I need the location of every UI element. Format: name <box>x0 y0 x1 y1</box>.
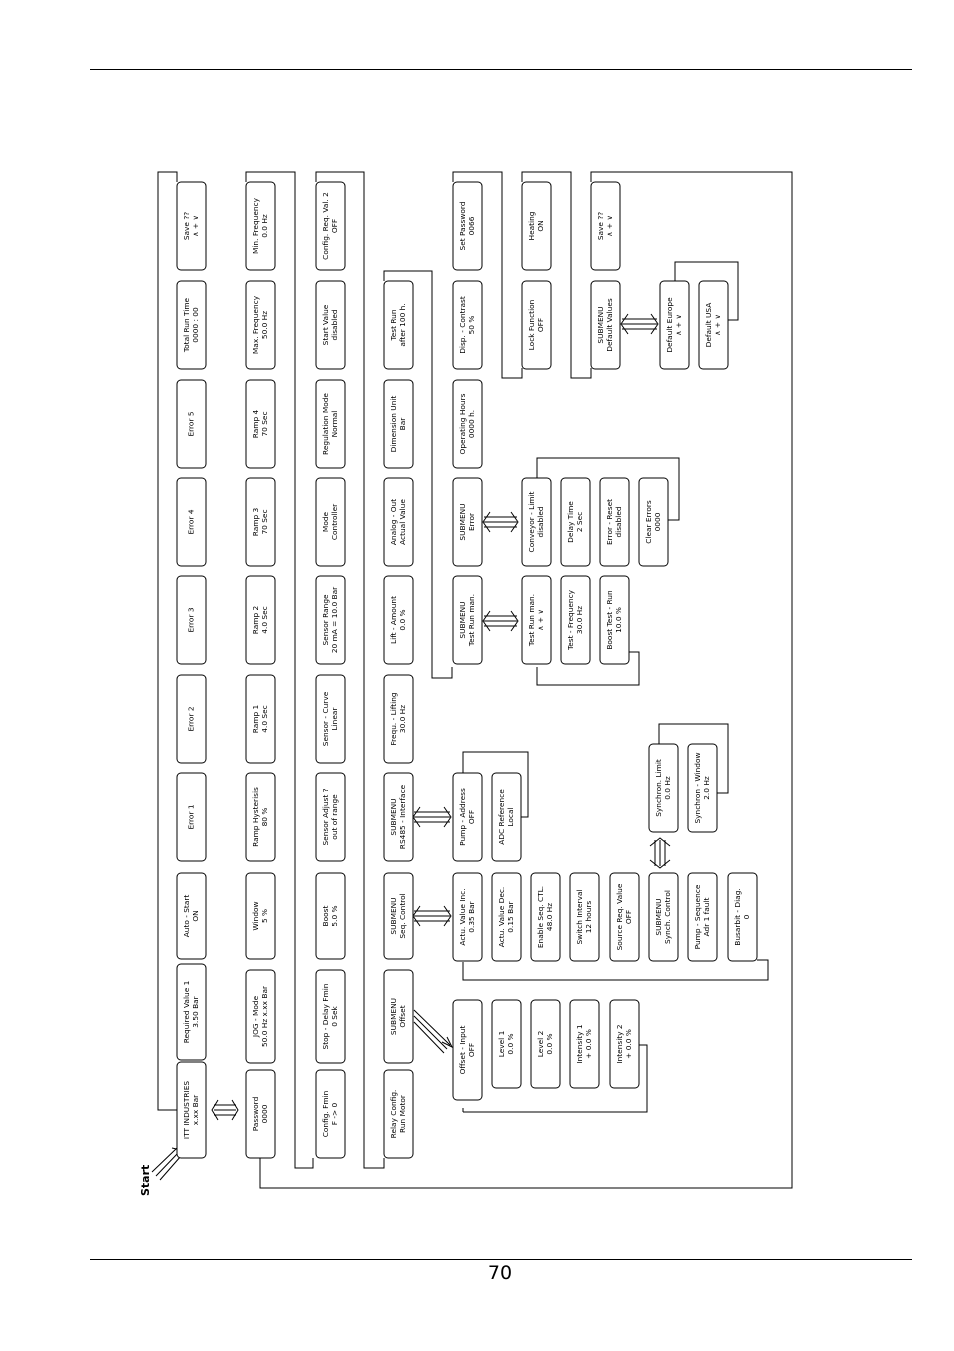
menu-box-text: SUBMENU <box>389 798 398 836</box>
menu-box-text: 70 Sec <box>260 509 269 535</box>
menu-box-text: Seq. Control <box>398 893 407 939</box>
menu-box-text: Controller <box>330 503 339 541</box>
menu-box-text: Local <box>506 807 515 827</box>
menu-box-text: Start Value <box>321 304 330 346</box>
menu-box-text: Window <box>251 901 260 931</box>
menu-box-text: ∧ + ∨ <box>191 215 200 237</box>
menu-box-text: Ramp 1 <box>251 704 260 734</box>
menu-box-submoffset <box>384 970 413 1063</box>
menu-box-submseq <box>384 873 413 959</box>
menu-box-text: 4.0 Sec <box>260 705 269 733</box>
menu-box-text: 0066 <box>467 216 476 236</box>
menu-box-text: Pump - Address <box>458 788 467 846</box>
menu-box-text: Save ?? <box>182 211 191 241</box>
menu-box-text: Boost Test - Run <box>605 590 614 650</box>
menu-box-reqval <box>177 964 206 1060</box>
menu-box-stopdelay <box>316 970 345 1063</box>
menu-box-level2 <box>531 1000 560 1088</box>
menu-box-text: OFF <box>536 317 545 333</box>
menu-box-intensity1 <box>570 1000 599 1088</box>
menu-box-text: Linear <box>330 707 339 731</box>
menu-box-text: Stop - Delay Fmin <box>321 983 330 1050</box>
menu-box-text: Config. Req. Val. 2 <box>321 192 330 260</box>
menu-box-text: ∧ + ∨ <box>536 609 545 631</box>
menu-box-text: Intensity 1 <box>575 1024 584 1064</box>
menu-box-text: Test Run <box>389 309 398 341</box>
menu-box-adcref <box>492 773 521 861</box>
menu-box-text: 0000 h. <box>467 409 476 439</box>
menu-box-conveyor <box>522 478 551 566</box>
menu-box-password <box>246 1070 275 1158</box>
menu-box-text: Ramp 2 <box>251 605 260 635</box>
menu-box-text: Error <box>467 512 476 532</box>
menu-box-save1 <box>177 182 206 270</box>
menu-box-err1 <box>177 773 206 861</box>
menu-box-text: + 0.0 % <box>584 1029 593 1059</box>
menu-box-text: 70 Sec <box>260 411 269 437</box>
menu-box-text: ON <box>536 220 545 232</box>
menu-box-lockfunc <box>522 281 551 369</box>
menu-box-submerror <box>453 478 482 566</box>
menu-box-text: Error 2 <box>186 706 196 732</box>
menu-box-dimunit <box>384 380 413 468</box>
menu-box-synchlimit <box>649 744 678 832</box>
menu-box-errreset <box>600 478 629 566</box>
menu-box-text: Sensor - Curve <box>321 691 330 747</box>
menu-box-testrun <box>384 281 413 369</box>
menu-box-text: x.xx Bar <box>191 1094 200 1126</box>
menu-box-submtestrun <box>453 576 482 664</box>
menu-box-totalrun <box>177 281 206 369</box>
menu-box-text: Actu. Value Dec. <box>497 886 506 948</box>
menu-box-text: 30.0 Hz <box>398 704 407 734</box>
menu-box-text: 5 % <box>260 908 269 924</box>
menu-box-text: Normal <box>330 410 339 438</box>
menu-box-clearerrors <box>639 478 668 566</box>
menu-box-text: Relay Config. <box>389 1089 398 1139</box>
menu-box-text: Save ?? <box>596 211 605 241</box>
menu-box-intensity2 <box>610 1000 639 1088</box>
menu-box-text: 50.0 Hz <box>260 310 269 340</box>
menu-box-text: Regulation Mode <box>321 393 330 455</box>
menu-box-text: out of range <box>330 794 339 840</box>
menu-box-configfmin <box>316 1070 345 1158</box>
menu-box-text: Enable Seq. CTL. <box>536 885 545 949</box>
menu-box-setpassword <box>453 182 482 270</box>
menu-box-ramphyst <box>246 773 275 861</box>
menu-box-text: 0.0 Hz <box>663 776 672 800</box>
menu-box-text: Run Motor <box>398 1095 407 1133</box>
menu-box-jog <box>246 970 275 1063</box>
menu-box-text: Operating Hours <box>458 393 467 455</box>
menu-box-text: Dimension Unit <box>389 395 398 453</box>
menu-box-text: Password <box>251 1096 260 1132</box>
menu-box-text: Offset - Input <box>458 1025 467 1075</box>
menu-box-text: 0.0 % <box>398 609 407 631</box>
menu-box-autostart <box>177 873 206 959</box>
menu-box-synchwindow <box>688 744 717 832</box>
menu-box-save2 <box>591 182 620 270</box>
menu-box-text: Set Password <box>458 201 467 251</box>
menu-box-text: SUBMENU <box>458 601 467 639</box>
menu-box-text: Clear Errors <box>644 500 653 544</box>
menu-box-text: 0 <box>742 914 751 920</box>
menu-box-text: Bar <box>398 417 407 431</box>
menu-box-pumpseqfault <box>688 873 717 961</box>
menu-box-text: 12 hours <box>584 900 593 934</box>
menu-box-text: Lift - Amount <box>389 596 398 644</box>
menu-box-text: Heating <box>527 211 536 241</box>
menu-box-text: after 100 h. <box>398 303 407 347</box>
menu-box-ramp2 <box>246 576 275 664</box>
menu-box-text: 0.15 Bar <box>506 901 515 933</box>
menu-box-analogout <box>384 478 413 566</box>
menu-box-text: 0000 <box>653 512 662 532</box>
menu-box-text: 2 Sec <box>575 511 584 533</box>
menu-box-text: Busarbit - Diag. <box>733 888 742 946</box>
menu-box-text: 0.35 Bar <box>467 901 476 933</box>
menu-box-text: Sensor Adjust ? <box>321 788 330 846</box>
menu-box-text: 80 % <box>260 807 269 827</box>
menu-box-text: 30.0 Hz <box>575 605 584 635</box>
menu-box-text: 10.0 % <box>614 607 623 633</box>
menu-box-text: Error 1 <box>186 804 196 830</box>
menu-box-text: Boost <box>321 905 330 927</box>
menu-box-level1 <box>492 1000 521 1088</box>
menu-box-enableseq <box>531 873 560 961</box>
menu-box-text: ITT INDUSTRIES <box>182 1080 191 1140</box>
menu-box-mode <box>316 478 345 566</box>
menu-box-text: Min. Frequency <box>251 198 260 254</box>
menu-box-testrunman <box>522 576 551 664</box>
menu-box-submsynch <box>649 873 678 961</box>
menu-box-text: 0 Sek <box>330 1006 339 1027</box>
menu-box-dispcontrast <box>453 281 482 369</box>
menu-box-text: Ramp Hysterisis <box>251 787 260 847</box>
menu-box-itt <box>177 1062 206 1158</box>
menu-box-submrs485 <box>384 773 413 861</box>
menu-box-text: RS485 - Interface <box>398 784 407 850</box>
menu-box-text: 3.50 Bar <box>191 996 200 1028</box>
menu-box-text: 48.0 Hz <box>545 902 554 932</box>
menu-box-window <box>246 873 275 959</box>
menu-box-startval <box>316 281 345 369</box>
menu-box-text: 0.0 % <box>545 1033 554 1055</box>
menu-box-text: + 0.0 % <box>624 1029 633 1059</box>
menu-box-text: OFF <box>330 218 339 234</box>
menu-box-testfreq <box>561 576 590 664</box>
menu-box-text: ∧ + ∨ <box>605 215 614 237</box>
menu-box-text: 4.0 Sec <box>260 606 269 634</box>
menu-box-text: Error - Reset <box>605 498 614 546</box>
menu-box-err2 <box>177 675 206 763</box>
menu-box-text: 0000 : 00 <box>191 307 200 343</box>
menu-boxes <box>177 182 757 1158</box>
menu-box-switchint <box>570 873 599 961</box>
start-label: Start <box>139 1164 152 1196</box>
menu-box-text: Intensity 2 <box>615 1024 624 1064</box>
menu-box-text: Error 5 <box>186 411 196 437</box>
menu-box-text: Synch. Control <box>663 890 672 944</box>
menu-box-ramp4 <box>246 380 275 468</box>
menu-box-text: ∧ + ∨ <box>713 314 722 336</box>
menu-box-text: ADC Reference <box>497 789 506 845</box>
menu-box-sourcereq <box>610 873 639 961</box>
menu-box-maxfreq <box>246 281 275 369</box>
menu-box-err4 <box>177 478 206 566</box>
menu-box-text: Total Run Time <box>182 297 191 353</box>
menu-box-text: Analog - Out <box>389 498 398 546</box>
menu-box-text: Test Run man. <box>467 593 476 647</box>
menu-box-heating <box>522 182 551 270</box>
menu-box-text: SUBMENU <box>654 898 663 936</box>
page-number: 70 <box>487 1262 513 1284</box>
footer-rule <box>90 1259 912 1260</box>
menu-box-text: Ramp 3 <box>251 507 260 537</box>
menu-box-text: Actu. Value Inc. <box>458 888 467 946</box>
menu-box-err3 <box>177 576 206 664</box>
menu-box-text: Synchron. Limit <box>654 759 663 817</box>
menu-box-boost <box>316 873 345 959</box>
menu-box-text: SUBMENU <box>389 897 398 935</box>
menu-box-text: Conveyor - Limit <box>527 491 536 553</box>
menu-box-text: disabled <box>536 506 545 538</box>
menu-box-pumpaddr <box>453 773 482 861</box>
menu-box-text: 2.0 Hz <box>702 776 711 800</box>
menu-box-text: Default Values <box>605 298 614 352</box>
menu-box-submdefault <box>591 281 620 369</box>
menu-box-text: Test Run man. <box>527 593 536 647</box>
menu-box-text: Adr 1 fault <box>702 897 711 937</box>
menu-box-text: disabled <box>614 506 623 538</box>
menu-box-ramp1 <box>246 675 275 763</box>
menu-box-sensadj <box>316 773 345 861</box>
menu-box-text: Level 1 <box>497 1030 506 1058</box>
menu-box-defusa <box>699 281 728 369</box>
menu-box-text: Switch Interval <box>575 889 584 945</box>
menu-box-actvaldec <box>492 873 521 961</box>
menu-box-text: Offset <box>398 1005 407 1028</box>
menu-box-regmode <box>316 380 345 468</box>
menu-box-minfreq <box>246 182 275 270</box>
menu-box-text: Test - Frequency <box>566 589 575 651</box>
menu-box-boosttest <box>600 576 629 664</box>
menu-box-actvalinc <box>453 873 482 961</box>
menu-box-text: 0000 <box>260 1104 269 1124</box>
menu-box-text: JOG - Mode <box>251 995 260 1038</box>
menu-box-defeurope <box>660 281 689 369</box>
menu-box-text: Required Value 1 <box>182 980 191 1044</box>
menu-box-ophours <box>453 380 482 468</box>
menu-box-ramp3 <box>246 478 275 566</box>
menu-box-text: Source Req. Value <box>615 883 624 951</box>
menu-box-text: Delay Time <box>566 501 575 543</box>
menu-box-text: Auto - Start <box>182 894 191 938</box>
menu-box-text: Default USA <box>704 302 713 348</box>
menu-box-text: Disp. - Contrast <box>458 296 467 354</box>
menu-box-text: Config. Fmin <box>321 1090 330 1138</box>
menu-box-text: Ramp 4 <box>251 409 260 439</box>
menu-box-text: Actual Value <box>398 499 407 545</box>
menu-box-text: Pump - Sequence <box>693 884 702 950</box>
menu-box-text: Sensor Range <box>321 594 330 646</box>
menu-box-text: Default Europe <box>665 297 674 353</box>
menu-box-delaytime <box>561 478 590 566</box>
menu-box-senscurve <box>316 675 345 763</box>
menu-box-text: ∧ + ∨ <box>674 314 683 336</box>
menu-box-relay <box>384 1070 413 1158</box>
menu-box-text: 50 % <box>467 315 476 335</box>
menu-box-text: OFF <box>467 809 476 825</box>
menu-box-err5 <box>177 380 206 468</box>
menu-box-text: 5.0 % <box>330 905 339 927</box>
menu-box-text: OFF <box>467 1042 476 1058</box>
menu-box-liftamt <box>384 576 413 664</box>
menu-box-text: disabled <box>330 309 339 341</box>
menu-box-text: SUBMENU <box>596 306 605 344</box>
menu-box-text: 50.0 Hz x.xx Bar <box>260 985 269 1048</box>
menu-box-text: Frequ. - Lifting <box>389 692 398 746</box>
menu-box-text: Error 3 <box>186 607 196 633</box>
menu-box-configreq2 <box>316 182 345 270</box>
menu-box-text: 0.0 Hz <box>260 214 269 238</box>
menu-box-text: 0.0 % <box>506 1033 515 1055</box>
menu-box-text: ON <box>191 910 200 922</box>
menu-box-sensrange <box>316 576 345 664</box>
menu-box-text: Level 2 <box>536 1030 545 1058</box>
menu-box-offsetinput <box>453 1000 482 1100</box>
menu-box-text: Mode <box>321 511 330 533</box>
menu-box-text: Lock Function <box>527 299 536 351</box>
menu-box-busarbit <box>728 873 757 961</box>
menu-box-freqlift <box>384 675 413 763</box>
menu-box-text: Synchron - Window <box>693 752 702 824</box>
menu-box-text: F -> 0 <box>330 1102 339 1126</box>
menu-box-text: SUBMENU <box>389 997 398 1036</box>
menu-box-text: SUBMENU <box>458 503 467 541</box>
menu-box-text: Error 4 <box>186 509 196 535</box>
menu-box-text: 20 mA = 10.0 Bar <box>330 586 339 654</box>
menu-box-text: Max. Frequency <box>251 295 260 355</box>
menu-box-text: OFF <box>624 909 633 925</box>
